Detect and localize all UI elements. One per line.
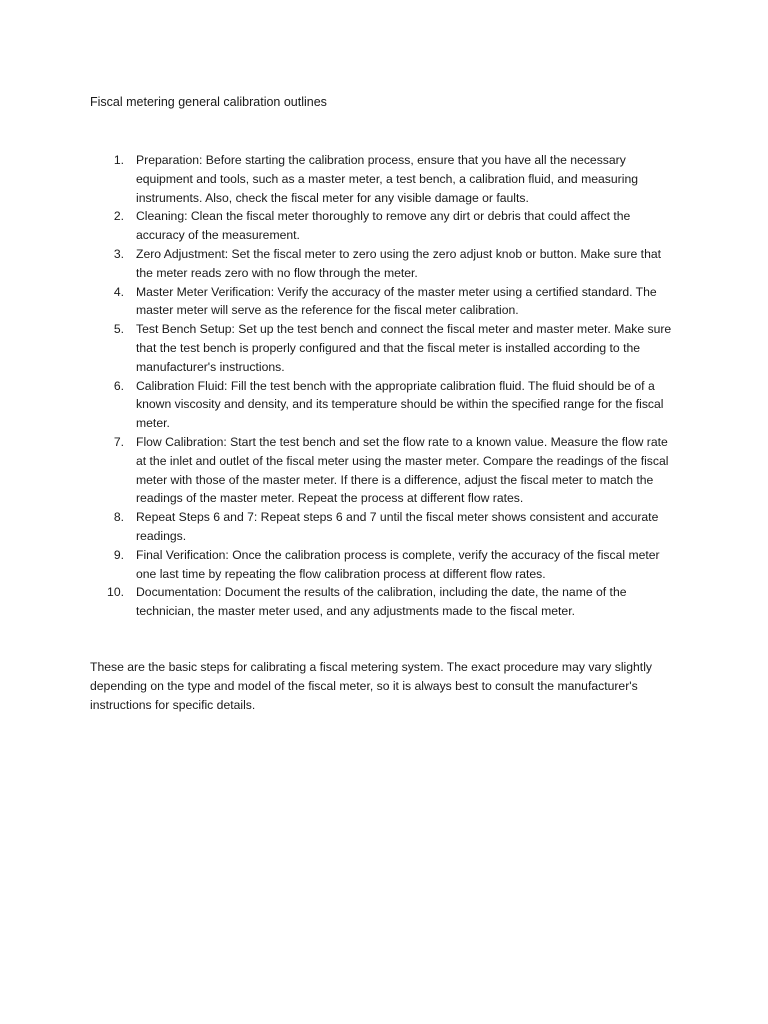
step-number: 2. (113, 209, 124, 224)
list-item (90, 546, 680, 584)
step-number: 1. (113, 153, 124, 167)
step-text: Flow Calibration: Start the test bench and set the flow rate to a known value. Measure the flow rate at the inlet and outlet of the fiscal meter using the master meter. Compare the readings of the fiscal meter with those of the master meter. If there is a difference, adjust the fiscal meter to match the readings of the master meter. Repeat the process at different flow rates. (136, 434, 669, 506)
step-number: 7. (113, 434, 124, 449)
list-item (90, 320, 680, 376)
list-item (90, 245, 680, 283)
list-item (90, 151, 680, 207)
step-number: 5. (113, 322, 124, 337)
step-number: 6. (113, 378, 124, 393)
step-number: 10. (107, 585, 124, 600)
step-text: Documentation: Document the results of the calibration, including the date, the name of the technician, the master meter used, and any adjustments made to the fiscal meter. (136, 585, 627, 619)
calibration-steps-list (90, 151, 680, 621)
step-text: Test Bench Setup: Set up the test bench and connect the fiscal meter and master meter. Make sure that the test bench is properly configured and that the fiscal meter is installed according to the manufacturer's instructions. (136, 322, 672, 374)
step-text: Cleaning: Clean the fiscal meter thoroughly to remove any dirt or debris that could affect the accuracy of the measurement. (136, 209, 631, 243)
step-text: Master Meter Verification: Verify the accuracy of the master meter using a certified standard. The master meter will serve as the reference for the fiscal meter calibration. (136, 284, 657, 318)
list-item (90, 207, 680, 245)
step-text: Zero Adjustment: Set the fiscal meter to zero using the zero adjust knob or button. Make sure that the meter reads zero with no flow through the meter. (136, 246, 662, 280)
step-number: 3. (113, 246, 124, 261)
closing-paragraph: These are the basic steps for calibrating a fiscal metering system. The exact procedure may vary slightly depending on the type and model of the fiscal meter, so it is always best to consult the manufacturer's instructions for specific details. (90, 660, 652, 712)
step-number: 9. (113, 547, 124, 562)
step-text: Preparation: Before starting the calibration process, ensure that you have all the necessary equipment and tools, such as a master meter, a test bench, a calibration fluid, and measuring instruments. Also, check the fiscal meter for any visible damage or faults. (136, 153, 639, 205)
list-item (90, 377, 680, 433)
list-item (90, 508, 680, 546)
step-text: Final Verification: Once the calibration process is complete, verify the accuracy of the fiscal meter one last time by repeating the flow calibration process at different flow rates. (136, 547, 660, 581)
step-number: 8. (113, 510, 124, 525)
step-number: 4. (113, 284, 124, 299)
list-item (90, 433, 680, 508)
list-item (90, 583, 680, 621)
step-text: Repeat Steps 6 and 7: Repeat steps 6 and 7 until the fiscal meter shows consistent and accurate readings. (136, 510, 659, 543)
list-item (90, 283, 680, 321)
step-text: Calibration Fluid: Fill the test bench with the appropriate calibration fluid. The fluid should be of a known viscosity and density, and its temperature should be within the specified range for the fiscal meter. (136, 378, 664, 431)
document-title: Fiscal metering general calibration outlines (90, 95, 327, 109)
